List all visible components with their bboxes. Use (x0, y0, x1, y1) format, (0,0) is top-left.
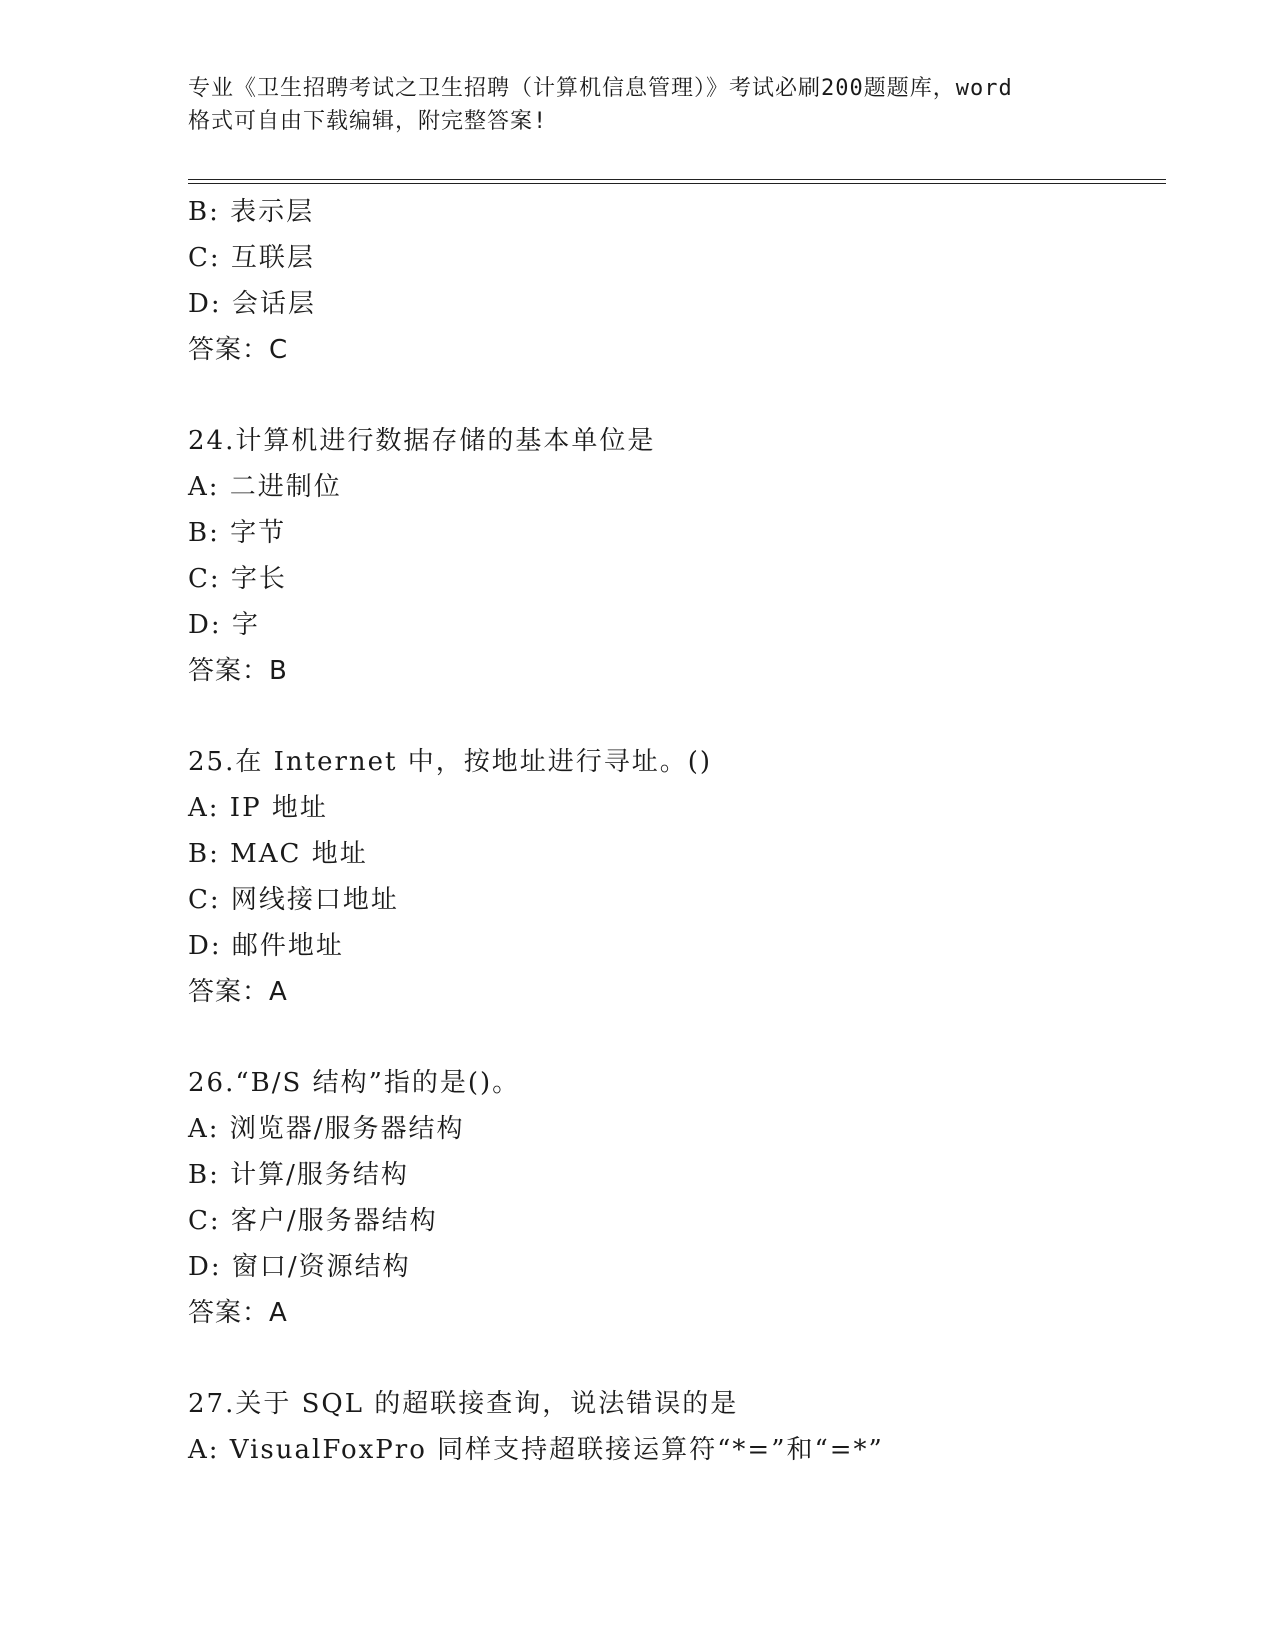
document-header (188, 72, 1088, 138)
question-title: 25.在 Internet 中，按地址进行寻址。() (188, 747, 713, 777)
spacer (188, 1015, 1148, 1060)
header-line-1: 专业《卫生招聘考试之卫生招聘（计算机信息管理）》考试必刷200题题库，word (188, 76, 1013, 101)
option-d: D: 会话层 (188, 289, 316, 319)
option-a: A: VisualFoxPro 同样支持超联接运算符“*=”和“=*” (188, 1435, 884, 1465)
question-list (188, 189, 1148, 1473)
header-divider (188, 179, 1166, 184)
question-26 (188, 1060, 1148, 1336)
answer: 答案：A (188, 977, 288, 1007)
question-title: 27.关于 SQL 的超联接查询，说法错误的是 (188, 1389, 739, 1419)
option-d: D: 窗口/资源结构 (188, 1252, 411, 1282)
option-b: B: MAC 地址 (188, 839, 368, 869)
question-23 (188, 189, 1148, 373)
option-b: B: 字节 (188, 518, 287, 548)
option-d: D: 邮件地址 (188, 931, 344, 961)
spacer (188, 1336, 1148, 1381)
answer: 答案：C (188, 335, 289, 365)
option-a: A: IP 地址 (188, 793, 328, 823)
header-line-2: 格式可自由下载编辑，附完整答案! (188, 109, 548, 134)
option-c: C: 互联层 (188, 243, 315, 273)
question-title: 26.“B/S 结构”指的是()。 (188, 1068, 521, 1098)
option-b: B: 表示层 (188, 197, 315, 227)
option-c: C: 字长 (188, 564, 287, 594)
question-title: 24.计算机进行数据存储的基本单位是 (188, 426, 656, 456)
option-b: B: 计算/服务结构 (188, 1160, 409, 1190)
spacer (188, 373, 1148, 418)
answer: 答案：A (188, 1298, 288, 1328)
answer: 答案：B (188, 656, 288, 686)
spacer (188, 694, 1148, 739)
option-a: A: 浏览器/服务器结构 (188, 1114, 465, 1144)
question-27 (188, 1381, 1148, 1473)
option-d: D: 字 (188, 610, 260, 640)
option-c: C: 网线接口地址 (188, 885, 399, 915)
question-24 (188, 418, 1148, 694)
question-25 (188, 739, 1148, 1015)
option-c: C: 客户/服务器结构 (188, 1206, 438, 1236)
option-a: A: 二进制位 (188, 472, 342, 502)
